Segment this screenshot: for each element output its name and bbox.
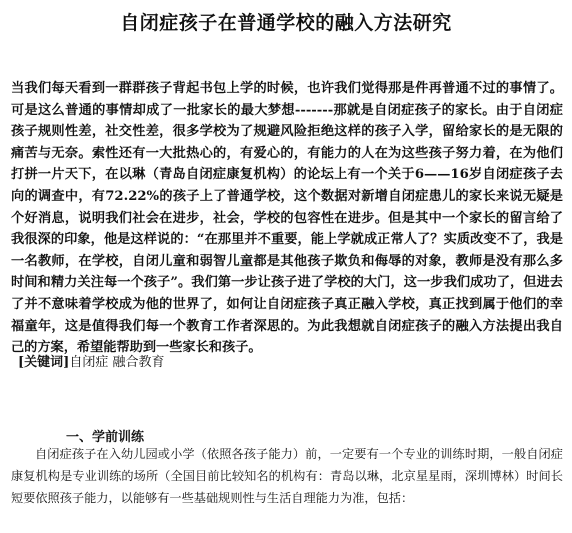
section-heading: 一、学前训练 — [66, 430, 145, 445]
keywords-line — [18, 354, 164, 372]
keywords-label: [关键词] — [18, 355, 70, 370]
keywords-value: 自闭症 融合教育 — [69, 355, 165, 370]
abstract-paragraph: 当我们每天看到一群群孩子背起书包上学的时候，也许我们觉得那是件再普通不过的事情了。可是这么普通的事情却成了一批家长的最大梦想-------那就是自闭症孩子的家长。由于自闭症孩子规则性差，社交性差，很多学校为了规避风险拒绝这样的孩子入学，留给家长的是无限的痛苦与无奈。索性还有一大批热心的，有爱心的，有能力的人在为这些孩子努力着，在为他们打拼一片天下，在以琳（青岛自闭症康复机构）的论坛上有一个关于6——16岁自闭症孩子去向的调查中，有72.22%的孩子上了普通学校，这个数据对新增自闭症患儿的家长来说无疑是个好消息，说明我们社会在进步，社会，学校的包容性在进步。但是其中一个家长的留言给了我很深的印象，他是这样说的：“在那里并不重要，能上学就成正常人了？实质改变不了，我是一名教师，在学校，自闭儿童和弱智儿童都是其他孩子欺负和侮辱的对象，教师是没有那么多时间和精力关注每一个孩子”。我们第一步让孩子进了学校的大门，这一步我们成功了，但进去了并不意味着学校成为他的世界了，如何让自闭症孩子真正融入学校，真正找到属于他们的幸福童年，这是值得我们每一个教育工作者深思的。为此我想就自闭症孩子的融入方法提出我自己的方案，希望能帮助到一些家长和孩子。 — [11, 81, 563, 356]
section-body-paragraph: 自闭症孩子在入幼儿园或小学（依照各孩子能力）前，一定要有一个专业的训练时期，一般自闭症康复机构是专业训练的场所（全国目前比较知名的机构有：青岛以琳，北京星星雨，深圳博林）时间长短要依照孩子能力，以能够有一些基础规则性与生活自理能力为准，包括： — [11, 447, 563, 505]
document-title: 自闭症孩子在普通学校的融入方法研究 — [120, 12, 452, 34]
